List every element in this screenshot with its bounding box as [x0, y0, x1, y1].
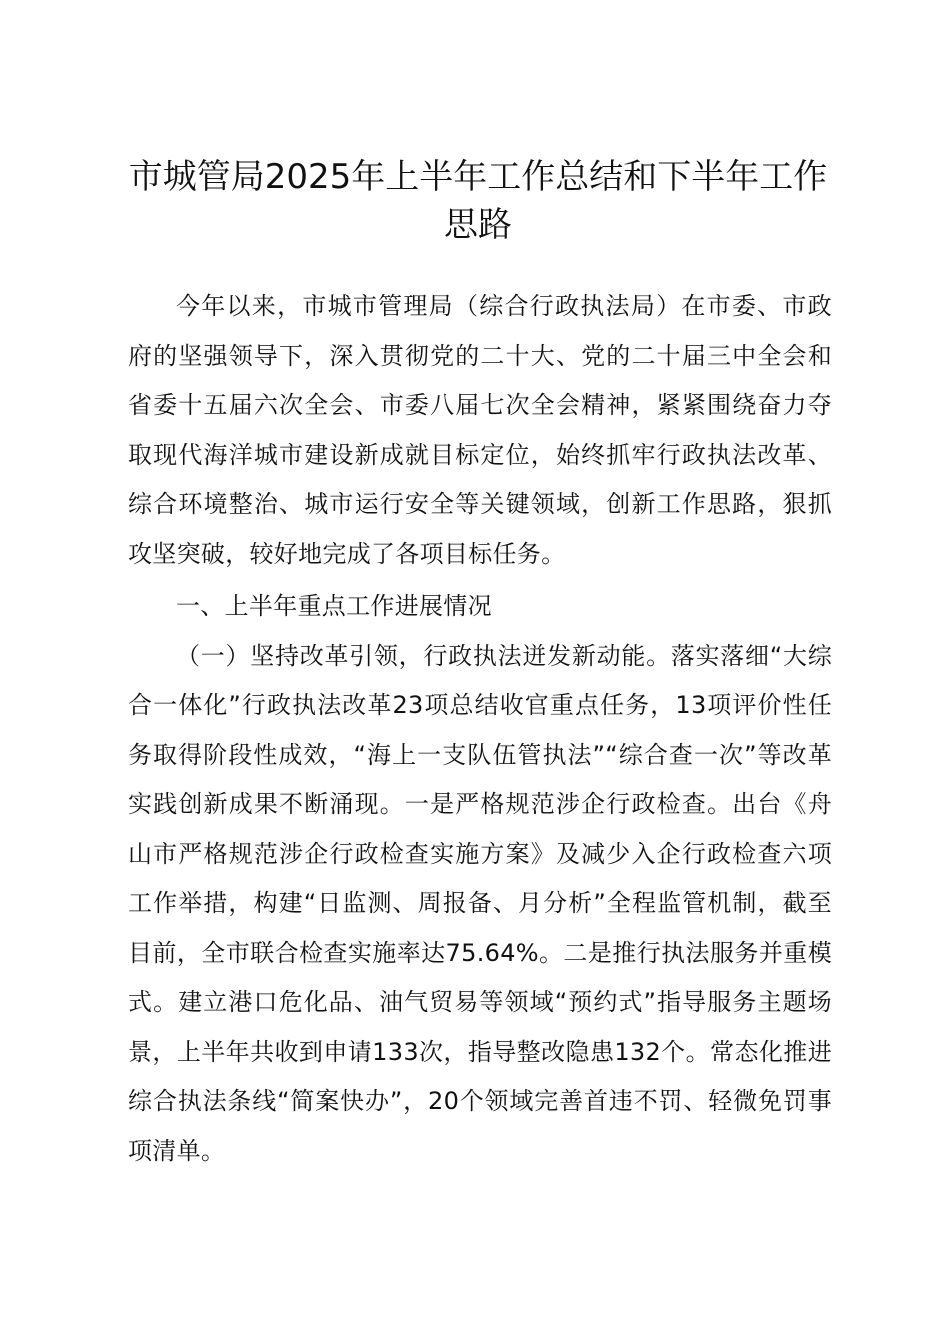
document-body — [128, 282, 832, 1176]
document-title: 市城管局2025年上半年工作总结和下半年工作思路 — [128, 157, 828, 245]
section-heading: 一、上半年重点工作进展情况 — [176, 592, 492, 620]
section-paragraph: （一）坚持改革引领，行政执法迸发新动能。落实落细“大综合一体化”行政执法改革23项总结收官重点任务，13项评价性任务取得阶段性成效，“海上一支队伍管执法”“综合查一次”等改革实践创新成果不断涌现。一是严格规范涉企行政检查。出台《舟山市严格规范涉企行政检查实施方案》及减少入企行政检查六项工作举措，构建“日监测、周报备、月分析”全程监管机制，截至目前，全市联合检查实施率达75.64%。二是推行执法服务并重模式。建立港口危化品、油气贸易等领域“预约式”指导服务主题场景，上半年共收到申请133次，指导整改隐患132个。常态化推进综合执法条线“简案快办”，20个领域完善首违不罚、轻微免罚事项清单。 — [128, 641, 832, 1165]
intro-paragraph: 今年以来，市城市管理局（综合行政执法局）在市委、市政府的坚强领导下，深入贯彻党的二十大、党的二十届三中全会和省委十五届六次全会、市委八届七次全会精神，紧紧围绕奋力夺取现代海洋城市建设新成就目标定位，始终抓牢行政执法改革、综合环境整治、城市运行安全等关键领域，创新工作思路，狠抓攻坚突破，较好地完成了各项目标任务。 — [128, 292, 832, 568]
